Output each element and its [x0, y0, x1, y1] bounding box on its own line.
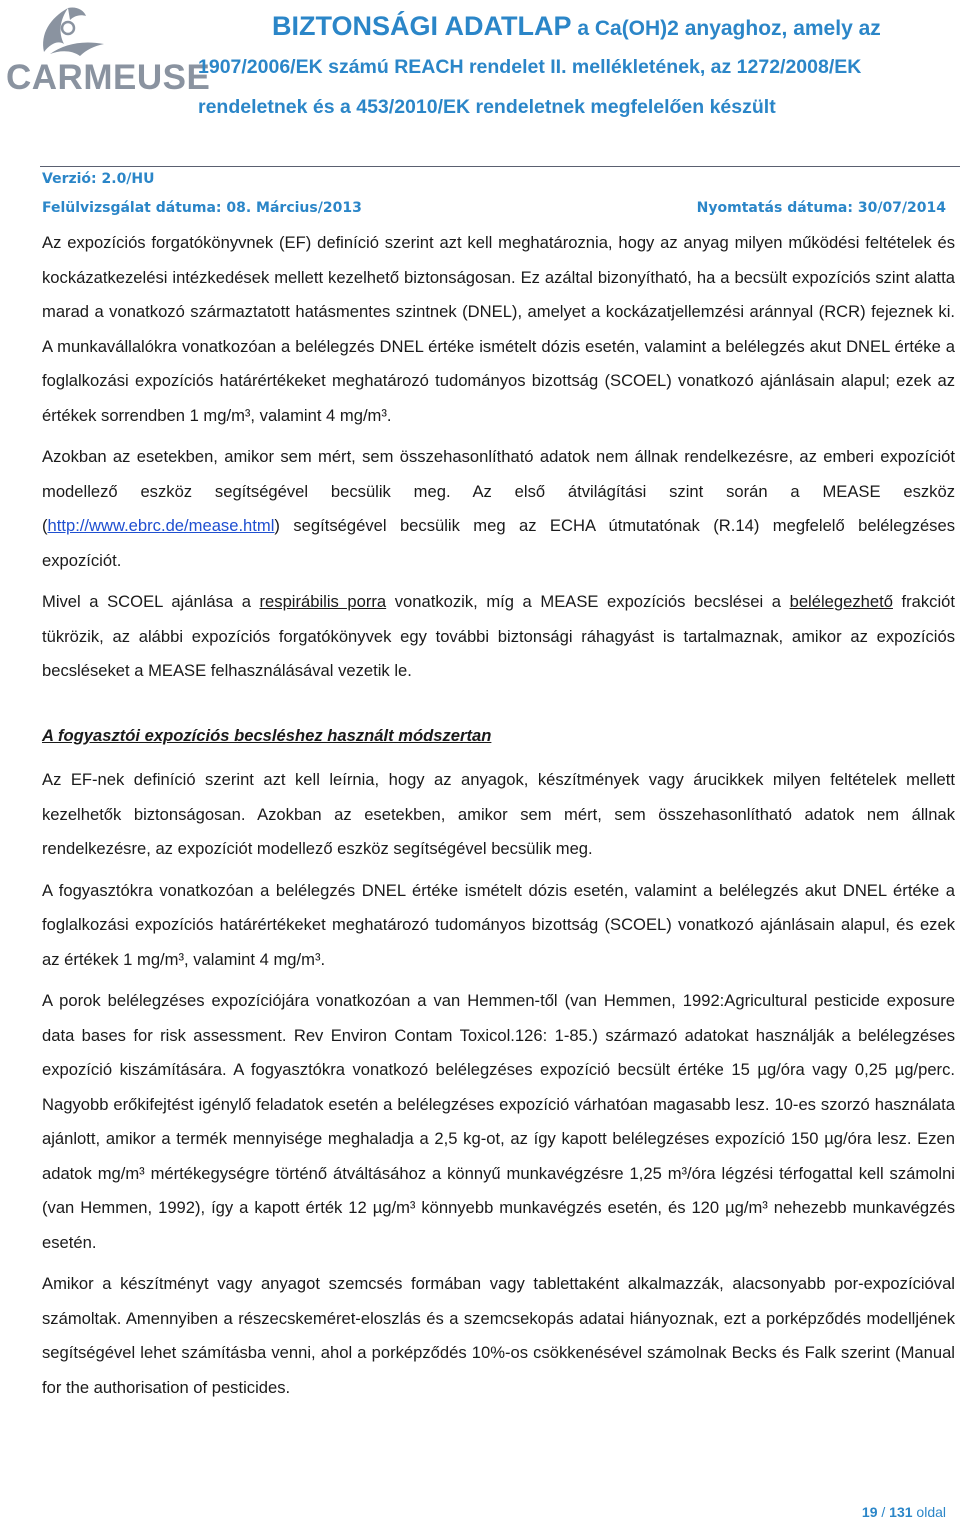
print-date: Nyomtatás dátuma: 30/07/2014: [696, 200, 946, 216]
paragraph-4: Az EF-nek definíció szerint azt kell leírnia, hogy az anyagok, készítmények vagy árucikkek milyen feltételek mellett kezelhetők biztonságosan. Azokban az esetekben, amikor sem mért, sem összehasonlítható adatok nem állnak rendelkezésre, az expozíciót modellező eszköz segítségével becsülik meg.: [42, 770, 955, 858]
paragraph-2: [42, 440, 955, 578]
logo-emblem-icon: [6, 4, 192, 64]
paragraph-3-text-a: Mivel a SCOEL ajánlása a: [42, 592, 260, 611]
page-total: 131: [889, 1504, 913, 1520]
title-line-3: rendeletnek és a 453/2010/EK rendeletnek megfelelően készült: [198, 96, 776, 118]
paragraph-2-text-a: Azokban az esetekben, amikor sem mért, sem összehasonlítható adatok nem állnak rendelkezésre, az emberi expozíciót modellező eszköz segítségével becsülik meg. Az első átvilágítási szint során a MEASE eszköz (: [42, 447, 955, 535]
document-body: [42, 226, 955, 1412]
logo-wordmark: CARMEUSE: [6, 58, 211, 97]
page-number: [862, 1504, 946, 1520]
paragraph-7: Amikor a készítményt vagy anyagot szemcsés formában vagy tablettaként alkalmazzák, alacsonyabb por-expozícióval számoltak. Amennyiben a részecskeméret-eloszlás és a szemcsekopás adatai hiányoznak, ezt a porképződés modelljének segítségével lehet számításba venni, ahol a porképződés 10%-os csökkenésével számolnak Becks és Falk szerint (Manual for the authorisation of pesticides.: [42, 1274, 955, 1397]
inhalable-term: belélegezhető: [789, 592, 893, 611]
title-main: BIZTONSÁGI ADATLAP: [272, 11, 572, 41]
review-date: Felülvizsgálat dátuma: 08. Március/2013: [42, 200, 362, 216]
document-title: [198, 10, 952, 118]
section-heading: A fogyasztói expozíciós becsléshez használt módszertan: [42, 725, 492, 745]
page-current: 19: [861, 1504, 878, 1520]
paragraph-6: A porok belélegzéses expozíciójára vonatkozóan a van Hemmen-től (van Hemmen, 1992:Agricultural pesticide exposure data bases for risk assessment. Rev Environ Contam Toxicol.126: 1-85.) származó adatokat használják a belélegzéses expozíció kiszámítására. A fogyasztókra vonatkozó belélegzéses expozíció becsült értéke 15 µg/óra vagy 0,25 µg/perc. Nagyobb erőkifejtést igénylő feladatok esetén a belélegzéses expozíció várhatóan magasabb lesz. 10-es szorzó használata ajánlott, amikor a termék mennyisége meghaladja a 2,5 kg-ot, az így kapott belélegzéses expozíció 150 µg/óra lesz. Ezen adatok mg/m³ mértékegységre történő átváltásához a könnyű munkavégzésre 1,25 m³/óra légzési térfogattal kell számolni (van Hemmen, 1992), így a kapott érték 12 µg/m³ könnyebb munkavégzés esetén, és 120 µg/m³ nehezebb munkavégzés esetén.: [42, 991, 955, 1252]
paragraph-3-text-c: frakciót tükrözik, az alábbi expozíciós forgatókönyvek egy további biztonsági ráhagyást is tartalmaznak, amikor az expozíciós becsléseket a MEASE felhasználásával vezetik le.: [42, 592, 955, 680]
version-label: Verzió: 2.0/HU: [42, 171, 155, 187]
page-word: oldal: [912, 1504, 946, 1520]
title-sub: a Ca(OH)2 anyaghoz, amely az: [571, 17, 881, 40]
respirable-dust-term: respirábilis porra: [259, 592, 387, 611]
carmeuse-logo: [6, 4, 211, 104]
title-line-1: [272, 10, 952, 45]
paragraph-2-text-b: ) segítségével becsülik meg az ECHA útmutatónak (R.14) megfelelő belélegzéses expozíciót.: [42, 516, 955, 570]
title-line-2: 1907/2006/EK számú REACH rendelet II. mellékletének, az 1272/2008/EK: [198, 56, 862, 78]
paragraph-5: A fogyasztókra vonatkozóan a belélegzés DNEL értéke ismételt dózis esetén, valamint a belélegzés akut DNEL értéke a foglalkozási expozíciós határértékeket meghatározó tudományos bizottság (SCOEL) vonatkozó ajánlásain alapul, és ezek az értékek 1 mg/m³, valamint 4 mg/m³.: [42, 880, 955, 969]
page-separator: /: [877, 1504, 890, 1520]
header-divider: [40, 166, 960, 167]
paragraph-3-text-b: vonatkozik, míg a MEASE expozíciós becslései a: [386, 592, 790, 611]
mease-link[interactable]: http://www.ebrc.de/mease.html: [47, 516, 275, 535]
paragraph-1: Az expozíciós forgatókönyvnek (EF) definíció szerint azt kell meghatároznia, hogy az anyag milyen működési feltételek és kockázatkezelési intézkedések mellett kezelhető biztonságosan. Ez azáltal bizonyítható, ha a becsült expozíciós szint alatta marad a vonatkozó származtatott hatásmentes szintnek (DNEL), amelyet a kockázatjellemzési aránnyal (RCR) fejeznek ki. A munkavállalókra vonatkozóan a belélegzés DNEL értéke ismételt dózis esetén, valamint a belélegzés akut DNEL értéke a foglalkozási expozíciós határértékeket meghatározó tudományos bizottság (SCOEL) vonatkozó ajánlásain alapul; ezek az értékek sorrendben 1 mg/m³, valamint 4 mg/m³.: [42, 233, 955, 425]
paragraph-3: [42, 585, 955, 689]
